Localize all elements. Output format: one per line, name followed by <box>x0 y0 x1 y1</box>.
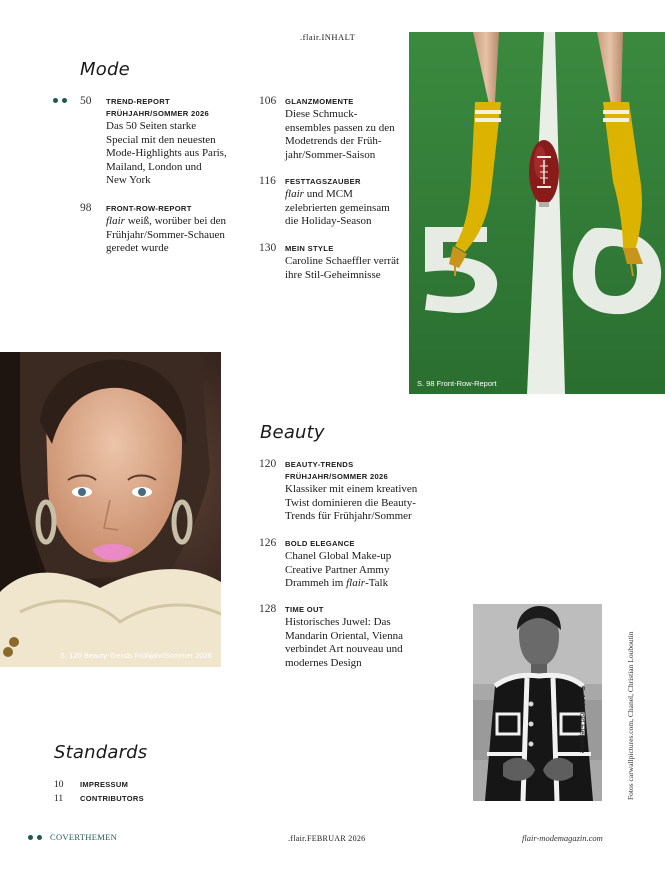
entry-label: FRONT-ROW-REPORT <box>106 204 192 213</box>
magazine-header: .flair.INHALT <box>300 32 356 42</box>
entry-desc-line: Modetrends der Früh- <box>285 135 382 147</box>
entry-label: FESTTAGSZAUBER <box>285 177 361 186</box>
entry-label: BEAUTY-TRENDS <box>285 460 354 469</box>
standards-item-contributors[interactable] <box>54 794 144 804</box>
entry-desc-line: Drammeh im flair-Talk <box>285 577 389 589</box>
entry-desc-line: ihre Stil-Geheimnisse <box>285 268 381 281</box>
page-number: 116 <box>259 175 276 187</box>
entry-desc-line: verbindet Art nouveau und <box>285 643 403 655</box>
footer-website-link[interactable]: flair-modemagazin.com <box>522 833 603 843</box>
beauty-model-photo[interactable] <box>0 352 221 667</box>
entry-desc-line: Caroline Schaeffler verrät <box>285 255 400 267</box>
page-number: 50 <box>80 95 92 107</box>
football-field-photo[interactable] <box>409 32 665 394</box>
highlight-dots-icon <box>28 835 42 840</box>
entry-desc-line: Creative Partner Ammy <box>285 563 390 576</box>
standards-item-impressum[interactable] <box>54 780 128 790</box>
entry-desc-line: Mailand, London und <box>106 160 202 173</box>
entry-desc-line: Chanel Global Make-up <box>285 550 392 562</box>
page-number: 11 <box>54 794 64 804</box>
entry-desc-line: geredet wurde <box>106 242 169 254</box>
page-number: 106 <box>259 95 277 107</box>
entry-desc-line: Historisches Juwel: Das <box>285 616 391 628</box>
page-number: 98 <box>80 202 92 214</box>
entry-desc-line: New York <box>106 174 151 186</box>
entry-desc-line: flair weiß, worüber bei den <box>106 215 227 227</box>
footer-coverthemen-label: COVERTHEMEN <box>50 832 118 842</box>
entry-label: MEIN STYLE <box>285 244 334 253</box>
entry-desc-line: Mandarin Oriental, Vienna <box>285 629 403 642</box>
entry-desc-line: ensembles passen zu den <box>285 121 395 134</box>
entry-desc-line: Das 50 Seiten starke <box>106 120 197 132</box>
entry-sublabel: FRÜHJAHR/SOMMER 2026 <box>285 472 389 481</box>
footer-coverthemen[interactable] <box>28 832 117 842</box>
entry-desc-line: zelebrierten gemeinsam <box>285 201 390 214</box>
standards-label: IMPRESSUM <box>80 780 129 789</box>
photo-caption-bold-elegance: S. 126 Bold Elegance <box>578 686 585 754</box>
entry-sublabel: FRÜHJAHR/SOMMER 2026 <box>106 109 210 118</box>
page-number: 126 <box>259 537 277 549</box>
entry-label: TREND-REPORT <box>106 97 170 106</box>
entry-label: GLANZMOMENTE <box>285 97 354 106</box>
page-number: 10 <box>54 780 64 790</box>
entry-desc-line: Klassiker mit einem kreativen <box>285 483 418 495</box>
entry-desc-line: die Holiday-Season <box>285 215 372 227</box>
page-number: 128 <box>259 603 277 615</box>
entry-desc-line: Mode-Highlights aus Paris, <box>106 147 227 159</box>
highlight-dots-icon <box>53 98 67 103</box>
football-field-illustration <box>409 32 665 394</box>
entry-label: BOLD ELEGANCE <box>285 539 355 548</box>
entry-desc-line: Special mit den neuesten <box>106 133 216 146</box>
page-number: 130 <box>259 242 277 254</box>
entry-desc-line: Frühjahr/Sommer-Schauen <box>106 228 225 241</box>
photo-credits: Fotos carwallpictures.com, Chanel, Christian Louboutin <box>626 631 635 800</box>
entry-desc-line: modernes Design <box>285 656 362 669</box>
beauty-model-illustration <box>0 352 221 667</box>
page-number: 120 <box>259 458 277 470</box>
entry-desc-line: Twist dominieren die Beauty- <box>285 496 416 509</box>
section-title-standards: Standards <box>54 742 148 763</box>
section-title-mode: Mode <box>80 59 130 80</box>
section-title-beauty: Beauty <box>260 422 325 443</box>
entry-desc-line: Trends für Frühjahr/Sommer <box>285 510 412 522</box>
footer-issue: .flair.FEBRUAR 2026 <box>288 834 366 843</box>
entry-label: TIME OUT <box>285 605 324 614</box>
photo-caption-model: S. 120 Beauty-Trends Frühjahr/Sommer 2026 <box>60 651 212 660</box>
entry-desc-line: Diese Schmuck- <box>285 108 358 120</box>
entry-desc-line: jahr/Sommer-Saison <box>285 148 376 161</box>
entry-desc-line: flair und MCM <box>285 188 353 200</box>
photo-caption-football: S. 98 Front-Row-Report <box>417 379 497 388</box>
standards-label: CONTRIBUTORS <box>80 794 144 803</box>
